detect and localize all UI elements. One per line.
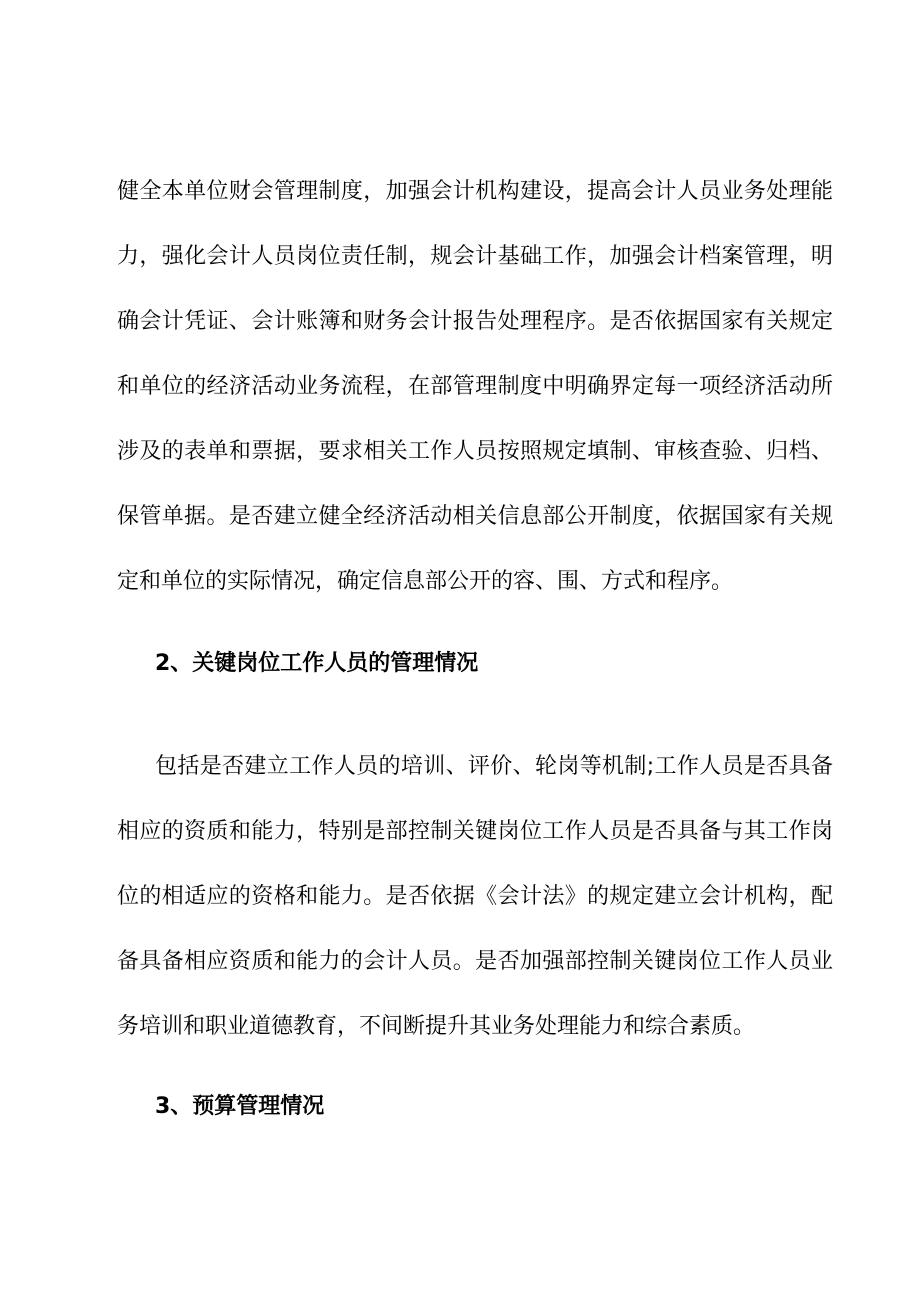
body-paragraph-financial-management: 健全本单位财会管理制度，加强会计机构建设，提高会计人员业务处理能力，强化会计人员岗位责任制，规会计基础工作，加强会计档案管理，明确会计凭证、会计账簿和财务会计报告处理程序。是否依据国家有关规定和单位的经济活动业务流程，在部管理制度中明确界定每一项经济活动所涉及的表单和票据，要求相关工作人员按照规定填制、审核查验、归档、保管单据。是否建立健全经济活动相关信息部公开制度，依据国家有关规定和单位的实际情况，确定信息部公开的容、围、方式和程序。	[117, 179, 833, 594]
body-paragraph-key-positions: 包括是否建立工作人员的培训、评价、轮岗等机制;工作人员是否具备相应的资质和能力，特别是部控制关键岗位工作人员是否具备与其工作岗位的相适应的资格和能力。是否依据《会计法》的规定建立会计机构，配备具备相应资质和能力的会计人员。是否加强部控制关键岗位工作人员业务培训和职业道德教育，不间断提升其业务处理能力和综合素质。	[117, 754, 833, 1039]
section-heading-budget-management: 3、预算管理情况	[155, 1094, 325, 1119]
section-heading-key-positions: 2、关键岗位工作人员的管理情况	[155, 651, 479, 676]
